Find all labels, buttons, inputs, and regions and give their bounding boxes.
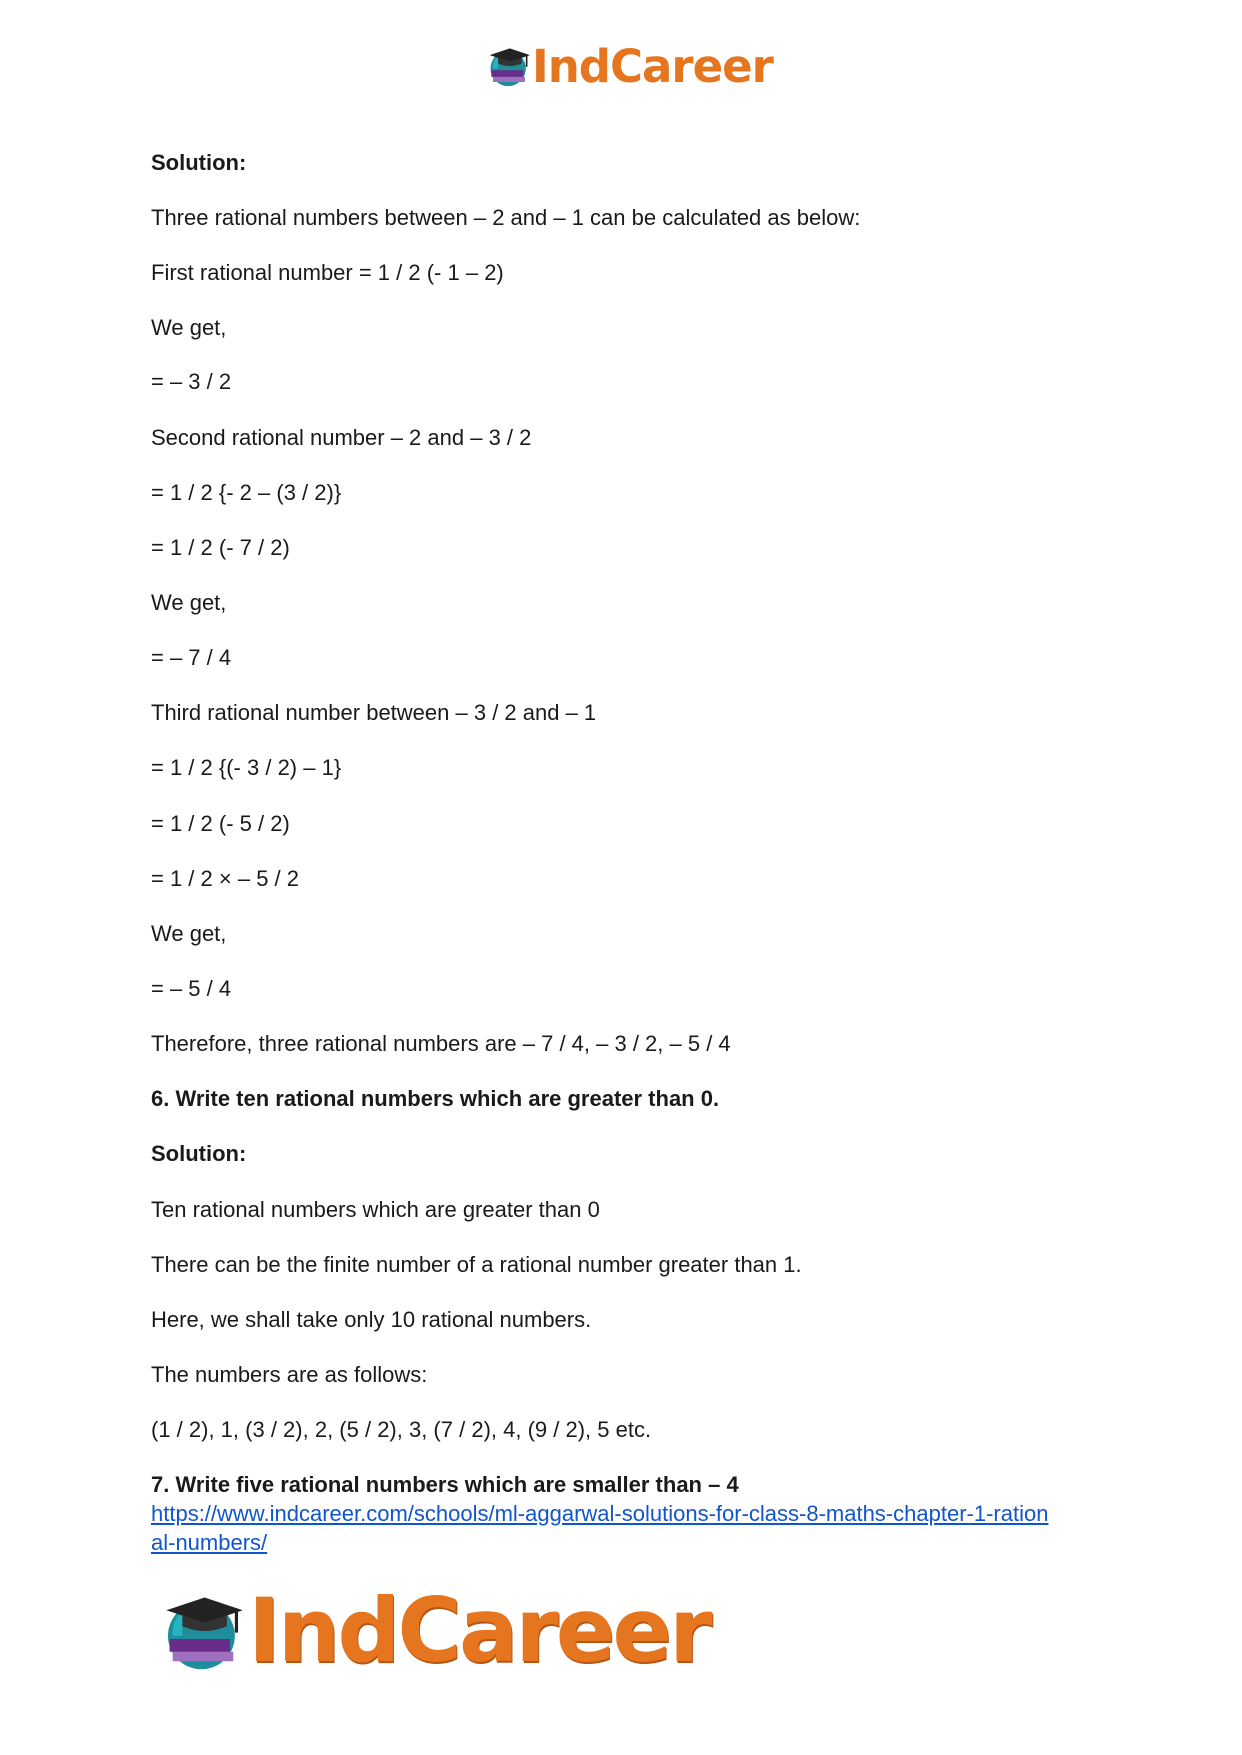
source-link-line2[interactable]: al-numbers/ (151, 1530, 268, 1555)
text-line: Second rational number – 2 and – 3 / 2 (151, 425, 532, 450)
logo-wordmark: IndCareer (248, 1579, 710, 1682)
text-line: = 1 / 2 {- 2 – (3 / 2)} (151, 480, 342, 505)
text-line: Here, we shall take only 10 rational numbers. (151, 1307, 592, 1332)
text-line: We get, (151, 590, 227, 615)
text-line: = 1 / 2 (- 7 / 2) (151, 535, 290, 560)
source-link[interactable] (151, 1499, 1101, 1557)
text-line: There can be the finite number of a rational number greater than 1. (151, 1252, 802, 1277)
text-line: = 1 / 2 {(- 3 / 2) – 1} (151, 755, 342, 780)
footer-logo (162, 1579, 710, 1682)
text-line: We get, (151, 315, 227, 340)
text-line: = – 5 / 4 (151, 976, 232, 1001)
text-line: Three rational numbers between – 2 and – 1 can be calculated as below: (151, 205, 861, 230)
text-line: = – 7 / 4 (151, 645, 232, 670)
text-line: = – 3 / 2 (151, 369, 232, 394)
text-line: Ten rational numbers which are greater than 0 (151, 1197, 600, 1222)
graduation-cap-book-globe-icon (162, 1588, 244, 1674)
text-line: The numbers are as follows: (151, 1362, 428, 1387)
text-line: (1 / 2), 1, (3 / 2), 2, (5 / 2), 3, (7 / 2), 4, (9 / 2), 5 etc. (151, 1417, 652, 1442)
text-line: Therefore, three rational numbers are – 7 / 4, – 3 / 2, – 5 / 4 (151, 1031, 731, 1056)
source-link-line1[interactable]: https://www.indcareer.com/schools/ml-aggarwal-solutions-for-class-8-maths-chapter-1-ration (151, 1501, 1049, 1526)
question-heading: 7. Write five rational numbers which are smaller than – 4 (151, 1472, 739, 1497)
logo-wordmark: IndCareer (532, 39, 773, 93)
question-heading: 6. Write ten rational numbers which are greater than 0. (151, 1086, 720, 1111)
text-line: Third rational number between – 3 / 2 and – 1 (151, 700, 597, 725)
header-logo (488, 40, 773, 92)
text-line: = 1 / 2 × – 5 / 2 (151, 866, 299, 891)
text-line: = 1 / 2 (- 5 / 2) (151, 811, 290, 836)
text-line: First rational number = 1 / 2 (- 1 – 2) (151, 260, 504, 285)
text-line: We get, (151, 921, 227, 946)
solution-heading: Solution: (151, 1141, 247, 1166)
solution-heading: Solution: (151, 150, 247, 175)
graduation-cap-book-globe-icon (488, 43, 530, 89)
